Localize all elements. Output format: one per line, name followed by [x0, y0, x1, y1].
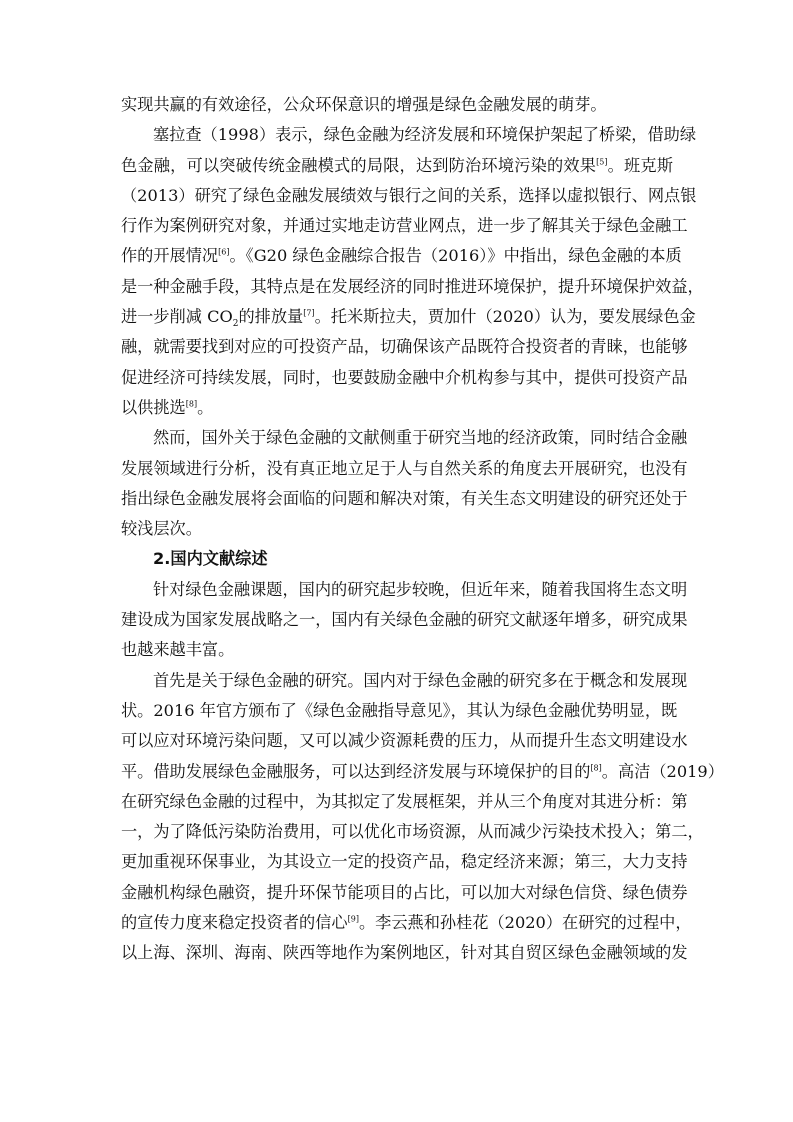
text-line: 促进经济可持续发展，同时，也要鼓励金融中介机构参与其中，提供可投资产品: [121, 367, 688, 387]
text-line: 实现共赢的有效途径，公众环保意识的增强是绿色金融发展的萌芽。: [121, 95, 607, 114]
text-span: 色金融，可以突破传统金融模式的局限，达到防治环境污染的效果: [121, 155, 597, 175]
text-line: 融，就需要找到对应的可投资产品，切确保该产品既符合投资者的青睐，也能够: [121, 337, 688, 357]
text-span: 的排放量: [238, 307, 304, 327]
text-span: 作的开展情况: [121, 246, 219, 266]
text-line: [121, 757, 724, 787]
text-span: 以供挑选: [121, 397, 186, 417]
text-line: [121, 908, 692, 938]
text-line: 是一种金融手段，其特点是在发展经济的同时推进环境保护，提升环境保护效益，: [121, 276, 704, 296]
text-line: 塞拉查（1998）表示，绿色金融为经济发展和环境保护架起了桥梁，借助绿: [153, 125, 697, 145]
citation-ref: [7]: [303, 308, 315, 318]
citation-ref: [8]: [185, 399, 198, 409]
text-span: 。班克斯: [607, 155, 674, 175]
text-line: 发展领域进行分析，没有真正地立足于人与自然关系的角度去开展研究，也没有: [121, 458, 688, 478]
text-line: 可以应对环境污染问题，又可以减少资源耗费的压力，从而提升生态文明建设水: [121, 731, 688, 751]
text-span: 的宣传力度来稳定投资者的信心: [121, 913, 348, 933]
text-line: 指出绿色金融发展将会面临的问题和解决对策，有关生态文明建设的研究还处于: [121, 488, 688, 508]
text-line: 一，为了降低污染防治费用，可以优化市场资源，从而减少污染技术投入；第二，: [121, 822, 704, 842]
subscript: 2: [232, 319, 239, 330]
paragraph: [121, 666, 724, 969]
paragraph: [121, 575, 688, 666]
citation-ref: [6]: [218, 248, 230, 258]
text-line: 状。2016 年官方颁布了《绿色金融指导意见》，其认为绿色金融优势明显，既: [121, 700, 678, 720]
text-line: [121, 151, 673, 181]
paragraph: [121, 90, 673, 120]
text-span: 平。借助发展绿色金融服务，可以达到经济发展与环境保护的目的: [121, 761, 591, 781]
text-line: 建设成为国家发展战略之一，国内有关绿色金融的研究文献逐年增多，研究成果: [121, 610, 688, 630]
section-heading: 2.国内文献综述: [153, 549, 268, 569]
text-line: 行作为案例研究对象，并通过实地走访营业网点，进一步了解其关于绿色金融工: [121, 216, 688, 236]
text-span: 进一步削减 CO: [121, 307, 233, 327]
citation-ref: [9]: [347, 914, 359, 924]
paragraph: [121, 423, 688, 544]
text-line: [121, 302, 696, 332]
citation-ref: [5]: [596, 157, 608, 167]
text-span: 。李云燕和孙桂花（2020）在研究的过程中，: [358, 913, 692, 933]
text-line: 首先是关于绿色金融的研究。国内对于绿色金融的研究多在于概念和发展现: [153, 670, 688, 690]
text-span: 。《G20 绿色金融综合报告（2016）》中指出，绿色金融的本质: [229, 246, 682, 266]
text-span: 。: [197, 397, 214, 417]
text-line: 也越来越丰富。: [121, 640, 235, 660]
paragraph: [121, 120, 704, 423]
text-span: 。高洁（2019）: [601, 761, 724, 781]
citation-ref: [8]: [590, 763, 602, 773]
text-line: [121, 393, 673, 423]
text-line: 更加重视环保事业，为其设立一定的投资产品，稳定经济来源；第三，大力支持: [121, 852, 688, 872]
text-line: 金融机构绿色融资，提升环保节能项目的占比，可以加大对绿色信贷、绿色债券: [121, 882, 688, 902]
text-line: 以上海、深圳、海南、陕西等地作为案例地区，针对其自贸区绿色金融领域的发: [121, 943, 688, 963]
body-text: [121, 90, 724, 969]
text-line: 然而，国外关于绿色金融的文献侧重于研究当地的经济政策，同时结合金融: [153, 428, 688, 448]
text-span: 。托米斯拉夫，贾加什（2020）认为，要发展绿色金: [314, 307, 696, 327]
text-line: 较浅层次。: [121, 519, 202, 539]
text-line: [121, 241, 682, 271]
text-line: 针对绿色金融课题，国内的研究起步较晚，但近年来，随着我国将生态文明: [153, 579, 688, 599]
text-line: 在研究绿色金融的过程中，为其拟定了发展框架，并从三个角度对其进分析：第: [121, 791, 688, 811]
text-line: （2013）研究了绿色金融发展绩效与银行之间的关系，选择以虚拟银行、网点银: [121, 185, 697, 205]
